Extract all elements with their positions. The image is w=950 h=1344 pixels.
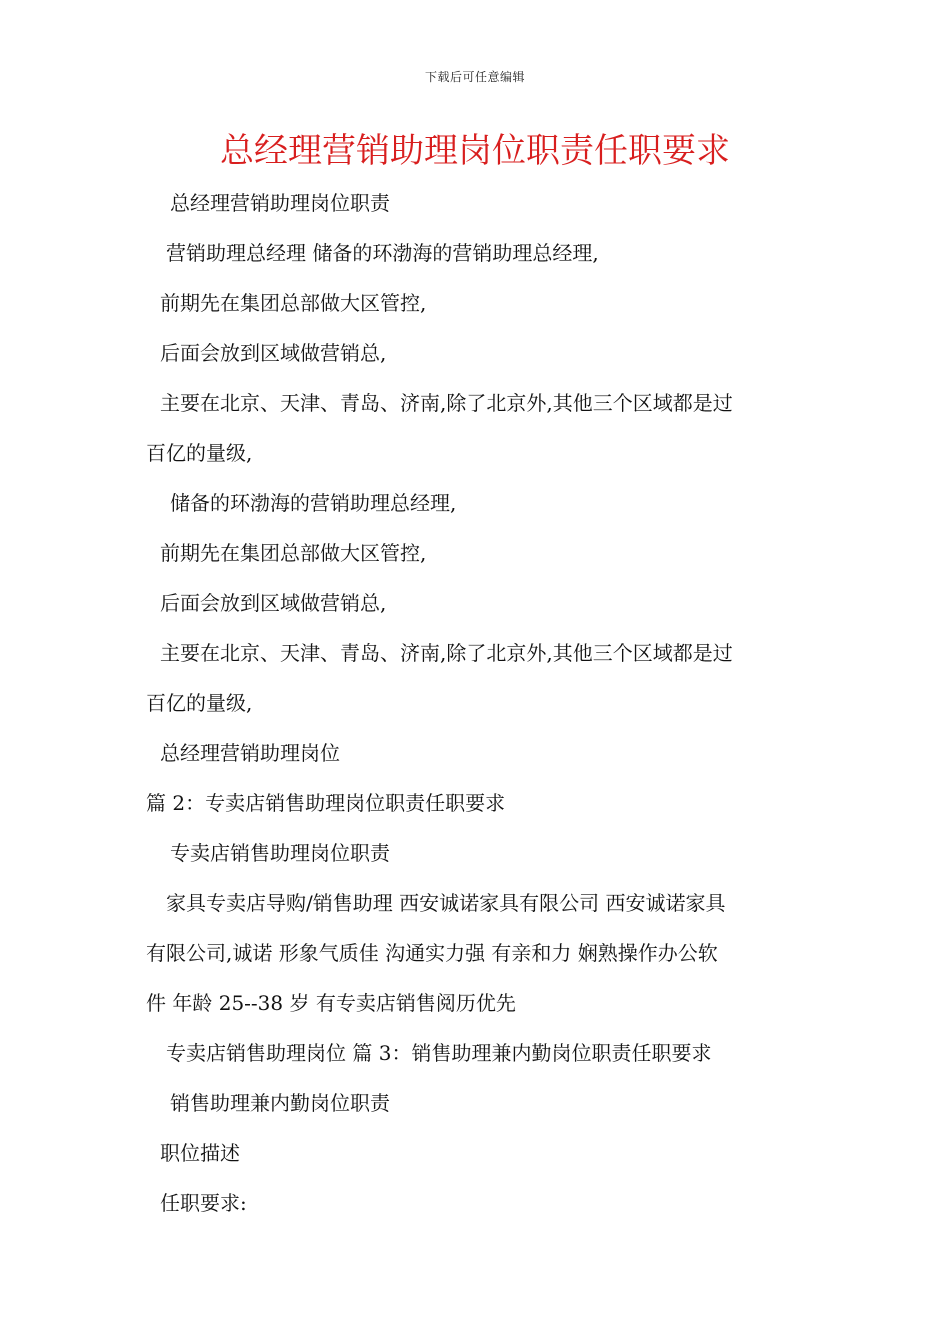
paragraph-line: 前期先在集团总部做大区管控, bbox=[160, 291, 427, 315]
paragraph-line: 职位描述 bbox=[160, 1141, 240, 1165]
paragraph-line: 营销助理总经理 储备的环渤海的营销助理总经理, bbox=[166, 241, 599, 265]
paragraph-line: 专卖店销售助理岗位职责 bbox=[170, 841, 390, 865]
paragraph-line: 总经理营销助理岗位职责 bbox=[170, 191, 390, 215]
header-note: 下载后可任意编辑 bbox=[424, 70, 525, 84]
document-body bbox=[146, 178, 811, 1228]
paragraph-line: 任职要求: bbox=[160, 1191, 247, 1215]
paragraph-line: 主要在北京、天津、青岛、济南,除了北京外,其他三个区域都是过 bbox=[160, 391, 733, 415]
paragraph-line: 主要在北京、天津、青岛、济南,除了北京外,其他三个区域都是过 bbox=[160, 641, 733, 665]
paragraph-line: 总经理营销助理岗位 bbox=[160, 741, 340, 765]
paragraph-line: 前期先在集团总部做大区管控, bbox=[160, 541, 427, 565]
paragraph-line: 百亿的量级, bbox=[146, 441, 253, 465]
paragraph-line: 储备的环渤海的营销助理总经理, bbox=[170, 491, 457, 515]
paragraph-line: 销售助理兼内勤岗位职责 bbox=[170, 1091, 390, 1115]
document-title: 总经理营销助理岗位职责任职要求 bbox=[220, 131, 730, 171]
paragraph-line: 专卖店销售助理岗位 篇 3：销售助理兼内勤岗位职责任职要求 bbox=[166, 1041, 712, 1065]
paragraph-line: 家具专卖店导购/销售助理 西安诚诺家具有限公司 西安诚诺家具 bbox=[166, 891, 726, 915]
paragraph-line: 后面会放到区域做营销总, bbox=[160, 341, 387, 365]
paragraph-line: 件 年龄 25--38 岁 有专卖店销售阅历优先 bbox=[146, 991, 516, 1015]
paragraph-line: 百亿的量级, bbox=[146, 691, 253, 715]
paragraph-line: 后面会放到区域做营销总, bbox=[160, 591, 387, 615]
paragraph-line: 有限公司,诚诺 形象气质佳 沟通实力强 有亲和力 娴熟操作办公软 bbox=[146, 941, 718, 965]
section-heading: 篇 2：专卖店销售助理岗位职责任职要求 bbox=[146, 791, 506, 815]
